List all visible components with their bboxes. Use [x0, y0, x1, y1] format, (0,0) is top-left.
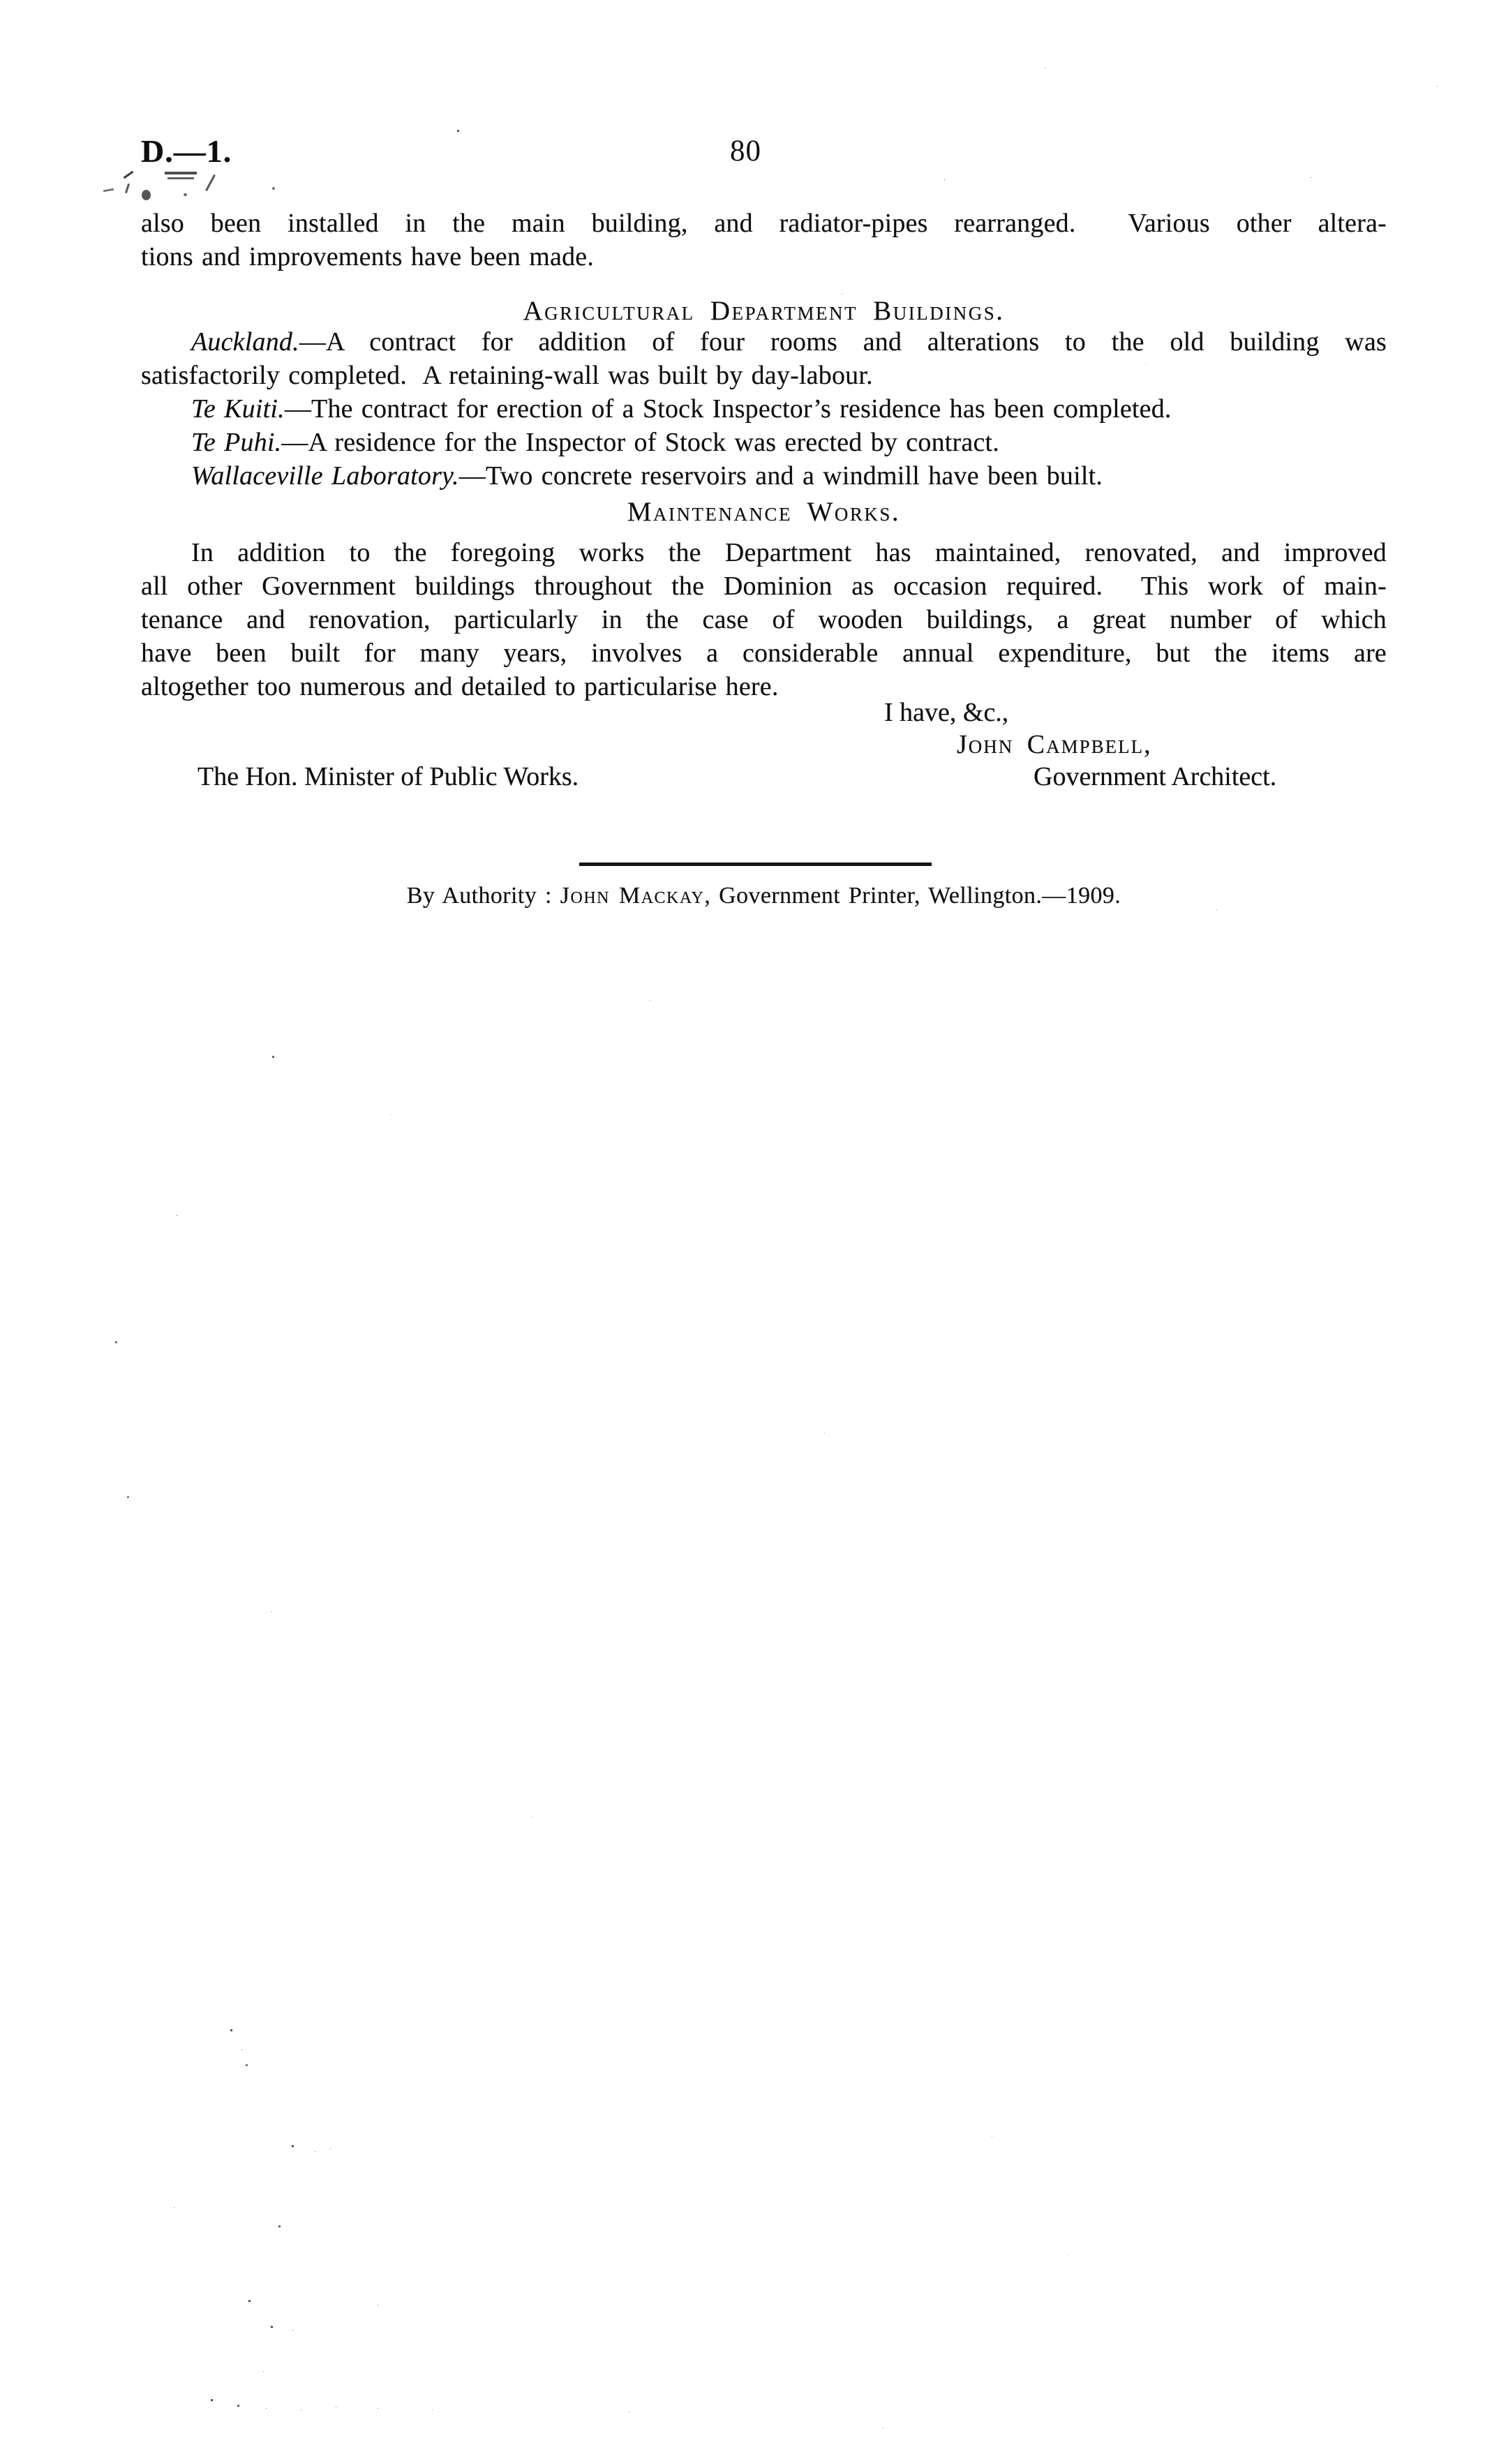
- imprint-prefix: By Authority :: [406, 883, 560, 909]
- smudge-stroke: [125, 184, 130, 193]
- place-name-italic: Auckland.: [191, 327, 299, 357]
- place-name-italic: Te Puhi.: [191, 428, 282, 457]
- divider-rule: [579, 863, 932, 866]
- paragraph-line: [141, 325, 1387, 359]
- paragraph-line: [141, 459, 1387, 493]
- te-kuiti-paragraph: [141, 392, 1387, 426]
- te-puhi-paragraph: [141, 426, 1387, 459]
- place-name-italic: Te Kuiti.: [191, 394, 285, 424]
- signature-valediction: I have, &c.,: [884, 698, 1009, 727]
- maintenance-paragraph: [141, 536, 1387, 703]
- imprint-suffix: , Government Printer, Wellington.—1909.: [704, 883, 1121, 909]
- smudge-stroke: [124, 171, 134, 179]
- signature-addressee: The Hon. Minister of Public Works.: [197, 762, 579, 791]
- doc-reference: D.—1.: [141, 133, 232, 169]
- printer-name: John Mackay: [560, 883, 705, 909]
- paragraph-line: satisfactorily completed. A retaining-wall was built by day-labour.: [141, 361, 873, 390]
- auckland-paragraph: [141, 325, 1387, 392]
- page-content: [141, 0, 1387, 2464]
- paragraph-line: [141, 426, 1387, 459]
- paragraph-line: have been built for many years, involves a considerable annual expenditure, but the items are: [141, 639, 1387, 668]
- signature-name: John Campbell,: [957, 730, 1152, 759]
- place-name-italic: Wallaceville Laboratory.: [191, 461, 459, 491]
- scan-specks: [0, 0, 2, 2]
- paragraph-line: also been installed in the main building, and radiator-pipes rearranged. Various other altera-: [141, 209, 1387, 238]
- paragraph-text: —The contract for erection of a Stock Inspector’s residence has been completed.: [284, 394, 1172, 424]
- section-heading-agriculture: Agricultural Department Buildings.: [523, 296, 1005, 326]
- paragraph-text: —Two concrete reservoirs and a windmill have been built.: [458, 461, 1103, 491]
- paragraph-line: In addition to the foregoing works the Department has maintained, renovated, and improved: [191, 538, 1387, 567]
- paragraph-line: tions and improvements have been made.: [141, 242, 595, 271]
- paragraph-text: —A residence for the Inspector of Stock was erected by contract.: [281, 428, 999, 457]
- page-number: 80: [730, 135, 761, 167]
- paragraph-text: —A contract for addition of four rooms and alterations to the old building was: [299, 327, 1387, 357]
- paragraph-line: all other Government buildings throughout the Dominion as occasion required. This work of main-: [141, 572, 1387, 601]
- imprint-line: [141, 881, 1387, 911]
- wallaceville-paragraph: [141, 459, 1387, 493]
- continuation-paragraph: [141, 207, 1387, 274]
- paragraph-line: tenance and renovation, particularly in the case of wooden buildings, a great number of which: [141, 605, 1387, 634]
- paragraph-line: [141, 392, 1387, 426]
- section-heading-maintenance: Maintenance Works.: [627, 497, 901, 527]
- smudge-stroke: [103, 188, 114, 193]
- signature-role: Government Architect.: [1034, 762, 1277, 791]
- paragraph-line: altogether too numerous and detailed to particularise here.: [141, 672, 779, 701]
